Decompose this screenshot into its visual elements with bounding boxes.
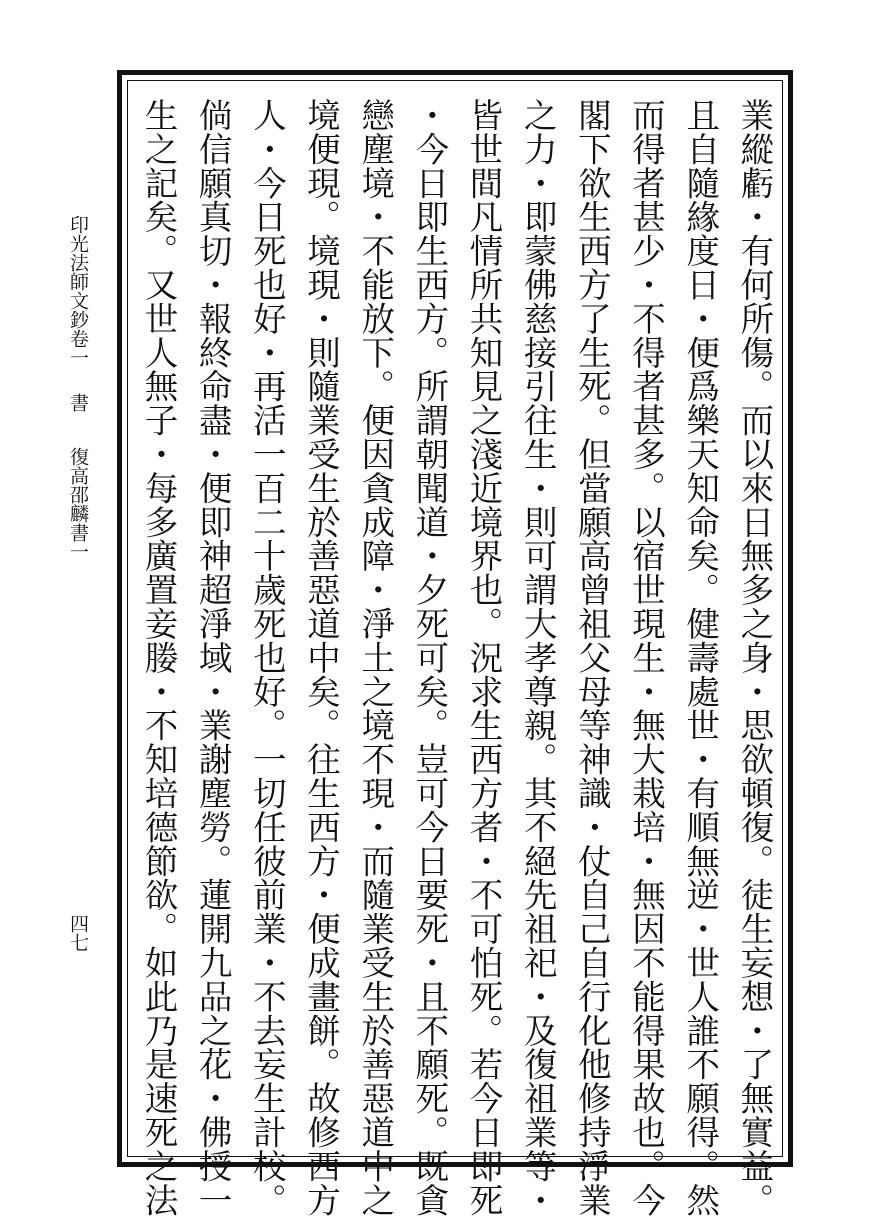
text-column: 倘信願真切・報終命盡・便即神超淨域・業謝塵勞。蓮開九品之花・佛授一 bbox=[193, 98, 233, 1217]
page-number: 四七 bbox=[67, 914, 89, 952]
text-column: 生之記矣。又世人無子・每多廣置妾媵・不知培德節欲。如此乃是速死之法 bbox=[139, 98, 178, 1217]
margin-book-title: 印光法師文鈔卷一 bbox=[67, 215, 89, 367]
text-column: 閣下欲生西方了生死。但當願高曾祖父母等神識・仗自己自行化他修持淨業 bbox=[572, 98, 612, 1217]
text-column: ・今日即生西方。所謂朝聞道・夕死可矣。豈可今日要死・且不願死。既貪 bbox=[409, 98, 449, 1217]
text-column: 皆世間凡情所共知見之淺近境界也。況求生西方者・不可怕死。若今日即死 bbox=[464, 98, 504, 1217]
text-column: 之力・即蒙佛慈接引往生・則可謂大孝尊親。其不絕先祖祀・及復祖業等・ bbox=[518, 98, 558, 1217]
text-column: 人・今日死也好・再活一百二十歲死也好。一切任彼前業・不去妄生計校。 bbox=[247, 98, 287, 1217]
text-column: 且自隨緣度日・便爲樂天知命矣。健壽處世・有順無逆・世人誰不願得。然 bbox=[680, 98, 720, 1217]
text-column: 而得者甚少・不得者甚多。以宿世現生・無大栽培・無因不能得果故也。今 bbox=[626, 98, 666, 1217]
margin-letter-title: 復高邵麟書一 bbox=[67, 447, 89, 561]
text-column: 戀塵境・不能放下。便因貪成障・淨土之境不現・而隨業受生於善惡道中之 bbox=[355, 98, 395, 1217]
text-column: 業縱虧・有何所傷。而以來日無多之身・思欲頓復。徒生妄想・了無實益。 bbox=[734, 98, 774, 1217]
main-text-body bbox=[136, 98, 776, 1217]
text-column: 境便現。境現・則隨業受生於善惡道中矣。往生西方・便成畫餅。故修西方 bbox=[301, 98, 341, 1217]
margin-section-label: 書 bbox=[67, 393, 89, 412]
